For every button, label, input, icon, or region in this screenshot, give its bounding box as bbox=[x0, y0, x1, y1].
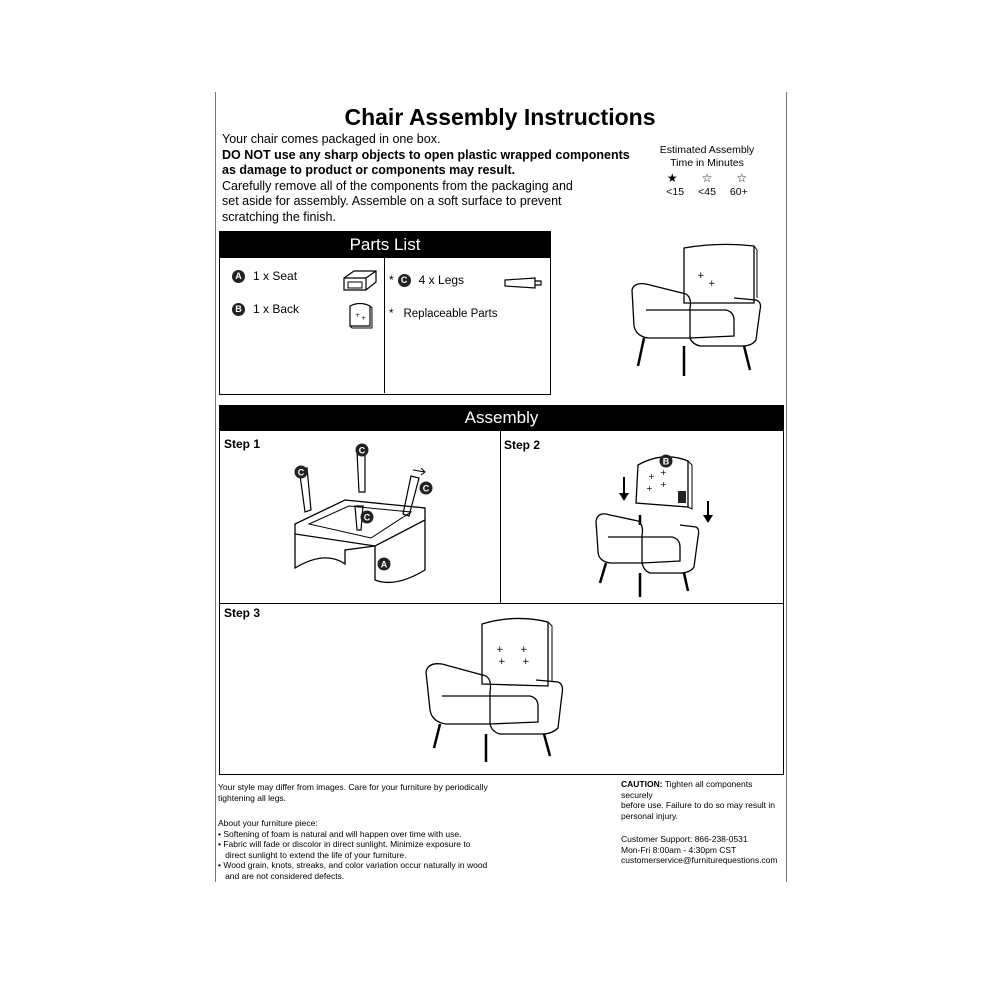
intro-text bbox=[222, 132, 642, 225]
part-letter-badge: C bbox=[398, 274, 411, 287]
leg-part-icon bbox=[503, 276, 543, 290]
badge-letter: A bbox=[380, 559, 388, 570]
step-1-label: Step 1 bbox=[224, 437, 261, 451]
badge-letter: C bbox=[422, 483, 430, 494]
care-title: About your furniture piece: bbox=[218, 818, 318, 828]
svg-text:+: + bbox=[708, 279, 716, 289]
page-border-right bbox=[786, 92, 787, 882]
svg-text:+: + bbox=[522, 657, 530, 667]
svg-text:+: + bbox=[648, 472, 655, 481]
part-label: 4 x Legs bbox=[418, 273, 465, 287]
style-note-line: tightening all legs. bbox=[218, 792, 287, 803]
parts-divider bbox=[384, 258, 385, 393]
style-note-line: Your style may differ from images. Care for your furniture by periodically bbox=[218, 782, 488, 792]
chair-overview-illustration bbox=[624, 238, 774, 378]
time-option: <45 bbox=[698, 185, 716, 198]
step-divider bbox=[500, 431, 501, 603]
replaceable-star: * bbox=[389, 308, 394, 320]
step-3-label: Step 3 bbox=[224, 606, 261, 620]
replaceable-star: * bbox=[389, 273, 394, 287]
step-1-illustration bbox=[285, 440, 445, 590]
care-bullet: • Wood grain, knots, streaks, and color variation occur naturally in wood bbox=[218, 860, 488, 870]
svg-text:+: + bbox=[697, 271, 705, 281]
step-divider bbox=[219, 603, 784, 604]
seat-part-icon bbox=[342, 268, 378, 294]
svg-text:+: + bbox=[520, 645, 528, 655]
step-2-label: Step 2 bbox=[504, 438, 541, 452]
step-2-illustration bbox=[588, 445, 728, 600]
part-seat bbox=[232, 269, 297, 283]
intro-line: Carefully remove all of the components from the packaging and bbox=[222, 178, 573, 193]
badge-letter: C bbox=[358, 445, 366, 456]
caution-line: before use. Failure to do so may result in bbox=[621, 800, 776, 810]
caution-note bbox=[621, 779, 786, 821]
time-option: 60+ bbox=[729, 185, 748, 198]
intro-line: set aside for assembly. Assemble on a soft surface to prevent bbox=[222, 194, 562, 208]
badge-letter: C bbox=[297, 467, 305, 478]
badge-letter: C bbox=[363, 512, 371, 523]
star-outline-icon: ☆ bbox=[736, 171, 748, 185]
style-note bbox=[218, 782, 508, 803]
caution-label: CAUTION: bbox=[621, 779, 663, 789]
svg-text:+: + bbox=[646, 484, 653, 493]
assembly-header: Assembly bbox=[219, 405, 784, 431]
replaceable-note bbox=[389, 308, 497, 320]
part-label: 1 x Back bbox=[253, 302, 300, 316]
support-phone: Customer Support: 866-238-0531 bbox=[621, 834, 748, 844]
part-letter-badge: B bbox=[232, 303, 245, 316]
warning-line: as damage to product or components may result. bbox=[222, 163, 516, 177]
part-label: 1 x Seat bbox=[253, 269, 298, 283]
svg-text:+: + bbox=[660, 480, 667, 489]
estimated-time bbox=[642, 144, 772, 198]
support-email: customerservice@furniturequestions.com bbox=[621, 855, 778, 865]
time-option: <15 bbox=[666, 185, 685, 198]
care-notes bbox=[218, 818, 508, 881]
customer-support bbox=[621, 834, 786, 866]
care-bullet: • Fabric will fade or discolor in direct sunlight. Minimize exposure to bbox=[218, 839, 471, 849]
caution-line: personal injury. bbox=[621, 810, 679, 821]
support-hours: Mon-Fri 8:00am - 4:30pm CST bbox=[621, 844, 737, 855]
estimate-label: Estimated Assembly bbox=[659, 144, 755, 156]
svg-text:+: + bbox=[361, 315, 367, 322]
svg-text:+: + bbox=[660, 468, 667, 477]
svg-text:+: + bbox=[498, 657, 506, 667]
page-border-left bbox=[215, 92, 216, 882]
part-back bbox=[232, 302, 299, 316]
part-letter-badge: A bbox=[232, 270, 245, 283]
badge-letter: B bbox=[662, 456, 670, 467]
intro-line: scratching the finish. bbox=[222, 209, 336, 224]
step-3-illustration bbox=[420, 606, 570, 766]
part-legs bbox=[389, 273, 464, 287]
care-bullet: and are not considered defects. bbox=[218, 870, 345, 881]
intro-line: Your chair comes packaged in one box. bbox=[222, 132, 441, 146]
care-bullet: • Softening of foam is natural and will happen over time with use. bbox=[218, 828, 462, 839]
care-bullet: direct sunlight to extend the life of your furniture. bbox=[218, 849, 407, 860]
page-title: Chair Assembly Instructions bbox=[344, 104, 656, 130]
replaceable-label: Replaceable Parts bbox=[403, 308, 498, 320]
parts-list-header: Parts List bbox=[219, 231, 551, 258]
back-part-icon bbox=[346, 300, 374, 330]
caution-line: Tighten all components securely bbox=[621, 779, 753, 800]
estimate-label: Time in Minutes bbox=[670, 156, 744, 169]
warning-line: DO NOT use any sharp objects to open plastic wrapped components bbox=[222, 147, 630, 162]
svg-text:+: + bbox=[496, 645, 504, 655]
star-icon: ★ bbox=[666, 171, 678, 185]
svg-text:+: + bbox=[355, 312, 361, 319]
star-outline-icon: ☆ bbox=[701, 171, 713, 185]
